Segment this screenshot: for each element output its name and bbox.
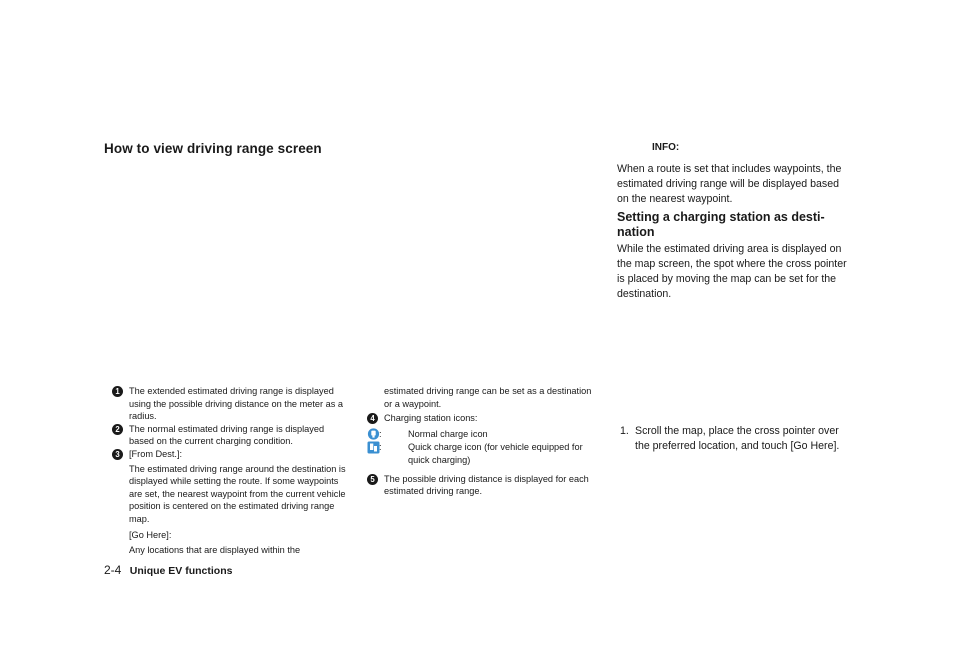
- section-text: While the estimated driving area is displayed on the map screen, the spot where the cross pointer is placed by moving the map can be set for the destination.: [617, 243, 847, 300]
- number-badge: 4: [367, 413, 378, 424]
- icon-row-quick: [367, 441, 602, 466]
- list-item-5: [367, 473, 602, 498]
- item-text: The normal estimated driving range is displayed based on the current charging condition.: [129, 423, 325, 447]
- item-text: The possible driving distance is displayed for each estimated driving range.: [384, 473, 589, 497]
- list-item-3: [112, 448, 349, 557]
- icon-row-normal: [367, 428, 602, 441]
- mid-column: [367, 385, 602, 498]
- step-1: [620, 424, 854, 454]
- list-item-1: [112, 385, 349, 423]
- icon-label: Quick charge icon (for vehicle equipped for quick charging): [408, 442, 583, 465]
- item-subtext: [Go Here]:: [129, 529, 172, 540]
- info-text: When a route is set that includes waypoints, the estimated driving range will be displayed based on the nearest waypoint.: [617, 163, 842, 205]
- number-badge: 5: [367, 474, 378, 485]
- page-number: 2-4: [104, 563, 122, 577]
- left-list: [112, 385, 349, 557]
- number-badge: 1: [112, 386, 123, 397]
- item-text: [From Dest.]:: [129, 448, 183, 459]
- page-footer: [104, 561, 232, 579]
- page-heading: How to view driving range screen: [104, 141, 322, 156]
- icon-sep: :: [379, 428, 382, 439]
- item-subtext: The estimated driving range around the destination is displayed while setting the route. If some waypoints are set, the nearest waypoint from the current vehicle position is centered on the estimated driving range map.: [129, 463, 346, 524]
- step-number: 1.: [620, 425, 629, 437]
- list-item-2: [112, 423, 349, 448]
- icon-label: Normal charge icon: [408, 428, 488, 439]
- step-text: Scroll the map, place the cross pointer over the preferred location, and touch [Go Here].: [635, 425, 840, 452]
- section-heading-line: Setting a charging station as desti-: [617, 210, 825, 224]
- info-label: INFO:: [652, 142, 680, 153]
- item-text: Charging station icons:: [384, 413, 478, 424]
- list-item-4: [367, 412, 602, 425]
- section-name: Unique EV functions: [129, 565, 233, 577]
- normal-charge-icon: [367, 428, 380, 440]
- section-heading-line: nation: [617, 225, 655, 239]
- section-heading: [617, 210, 857, 240]
- quick-charge-icon: [367, 441, 380, 453]
- number-badge: 2: [112, 424, 123, 435]
- continued-text: estimated driving range can be set as a destination or a waypoint.: [384, 386, 592, 409]
- number-badge: 3: [112, 449, 123, 460]
- item-text: The extended estimated driving range is displayed using the possible driving distance on the meter as a radius.: [129, 386, 343, 422]
- icon-sep: :: [379, 442, 382, 453]
- item-subtext: Any locations that are displayed within the: [129, 545, 301, 556]
